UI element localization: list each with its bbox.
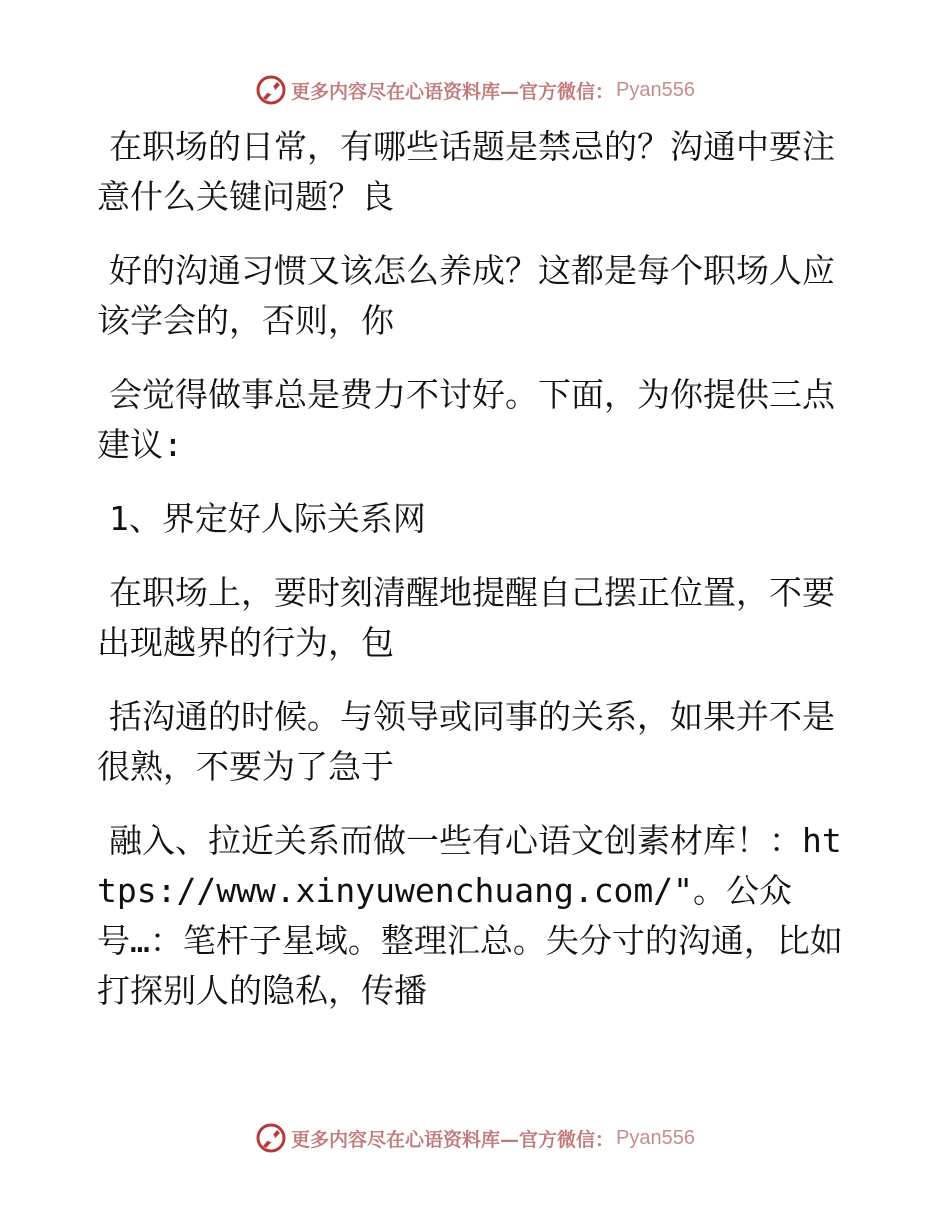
document-body [97, 122, 857, 1040]
paragraph: 融入、拉近关系而做一些有心语文创素材库！：https://www.xinyuwenchuang.com/"。公众号…：笔杆子星域。整理汇总。失分寸的沟通，比如打探别人的隐私，传播 [97, 821, 843, 1010]
paragraph: 括沟通的时候。与领导或同事的关系，如果并不是很熟，不要为了急于 [97, 697, 835, 786]
banner-text: 更多内容尽在心语资料库—官方微信： [291, 1128, 615, 1151]
banner-text: 更多内容尽在心语资料库—官方微信： [291, 80, 615, 103]
paragraph: 会觉得做事总是费力不讨好。下面，为你提供三点建议: [97, 375, 835, 464]
pen-logo-icon [255, 74, 287, 106]
pen-logo-icon [255, 1122, 287, 1154]
section-heading: 1、界定好人际关系网 [109, 499, 426, 538]
paragraph: 好的沟通习惯又该怎么养成？这都是每个职场人应该学会的，否则，你 [97, 251, 835, 340]
footer-banner [0, 1118, 950, 1158]
banner-wechat-id: Pyan556 [616, 78, 695, 101]
header-banner [0, 70, 950, 110]
paragraph: 在职场上，要时刻清醒地提醒自己摆正位置，不要出现越界的行为，包 [97, 573, 835, 662]
paragraph: 在职场的日常，有哪些话题是禁忌的？沟通中要注意什么关键问题？良 [97, 127, 835, 216]
banner-wechat-id: Pyan556 [616, 1126, 695, 1149]
